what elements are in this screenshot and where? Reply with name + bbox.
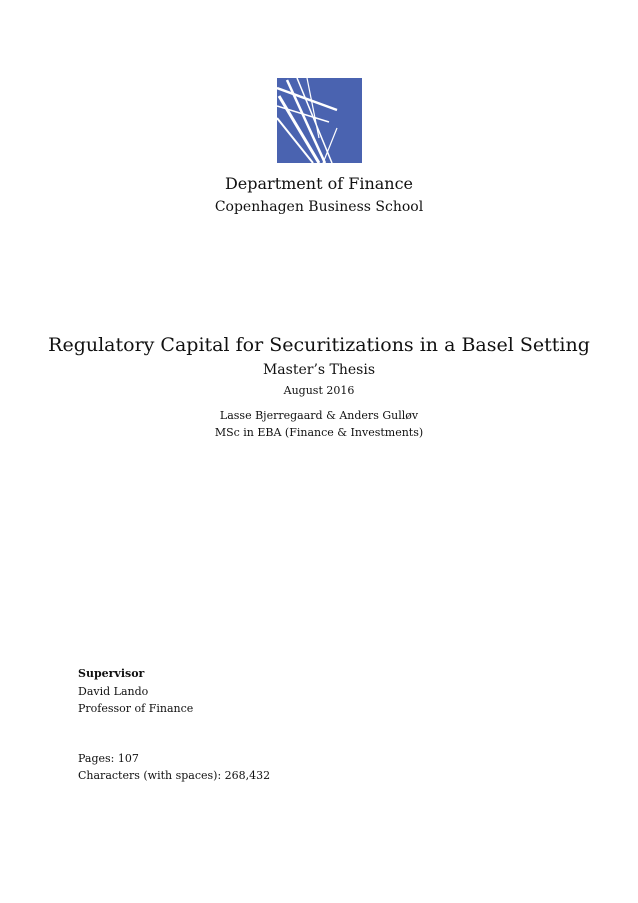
cbs-logo-icon [277,78,362,163]
thesis-title: Regulatory Capital for Securitizations in a Basel Setting [48,334,590,356]
thesis-authors: Lasse Bjerregaard & Anders Gulløv [219,409,419,422]
supervisor-heading: Supervisor [78,667,145,680]
page-count: Pages: 107 [78,752,139,765]
thesis-program: MSc in EBA (Finance & Investments) [214,426,424,439]
department-name: Department of Finance [224,174,414,193]
thesis-type: Master’s Thesis [262,362,376,378]
character-count: Characters (with spaces): 268,432 [78,769,271,782]
supervisor-title: Professor of Finance [78,702,194,715]
school-name: Copenhagen Business School [214,199,424,215]
thesis-date: August 2016 [283,384,355,397]
supervisor-name: David Lando [78,685,149,698]
